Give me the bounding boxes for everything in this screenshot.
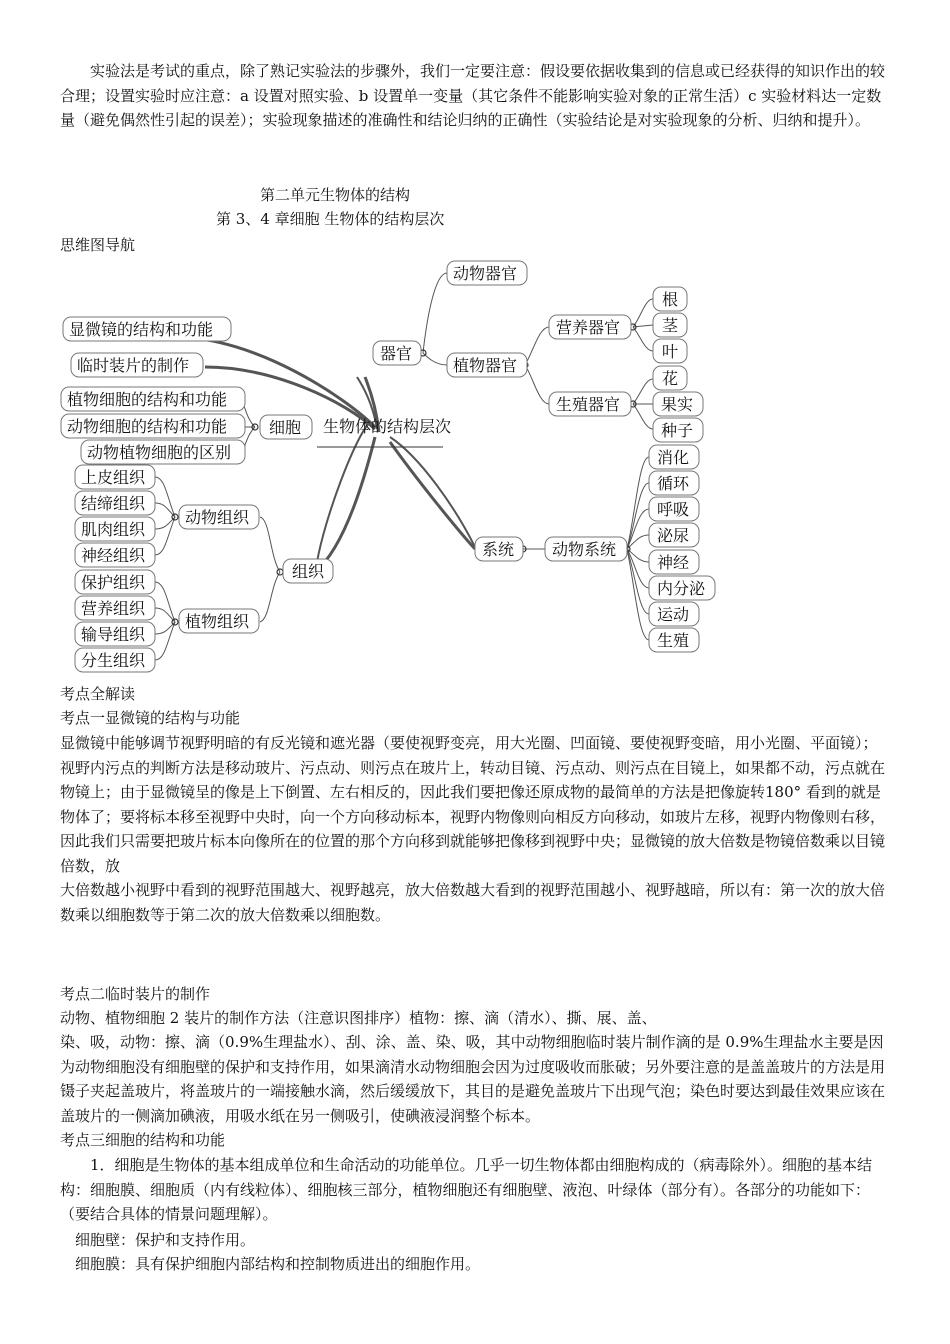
node-center [323, 417, 451, 436]
node-organ-text: 器官 [380, 344, 413, 363]
section-all: 考点全解读 [60, 685, 136, 703]
node-protective-text: 保护组织 [81, 573, 146, 592]
point1-body2: 大倍数越小视野中看到的视野范围越大、视野越亮，放大倍数越大看到的视野范围越小、视野越暗，所以有：第一次的放大倍数乘以细胞数等于第二次的放大倍数乘以细胞数。 [60, 881, 886, 924]
node-animal-tissue [179, 505, 259, 529]
mind-map [55, 257, 735, 677]
node-organ [373, 341, 421, 365]
point1-title: 考点一显微镜的结构与功能 [60, 709, 241, 727]
node-respiratory-text: 呼吸 [657, 500, 690, 519]
point2-line1: 动物、植物细胞 2 装片的制作方法（注意识图排序）植物：擦、滴（清水）、撕、展、盖、 [60, 1009, 657, 1027]
node-seed-text: 种子 [661, 421, 694, 440]
node-fruit [653, 392, 703, 416]
node-flower-text: 花 [662, 369, 679, 388]
node-conducting [75, 622, 155, 646]
node-urinary-text: 泌尿 [657, 526, 690, 545]
node-leaf [653, 339, 687, 363]
node-stem [653, 313, 687, 337]
node-muscle [75, 517, 155, 541]
node-plant-organ [447, 353, 527, 377]
point3-body: 1．细胞是生物体的基本组成单位和生命活动的功能单位。几乎一切生物体都由细胞构成的（病毒除外）。细胞的基本结构：细胞膜、细胞质（内有线粒体）、细胞核三部分，植物细胞还有细胞壁、液泡、叶绿体（部分有）。各部分的功能如下：（要结合具体的情景问题理解）。 [60, 1156, 873, 1223]
node-cell-diff-text: 动物植物细胞的区别 [87, 443, 232, 462]
node-nutritive-tissue [75, 596, 155, 620]
node-seed [653, 418, 703, 442]
node-plant-cell [61, 387, 245, 411]
node-motor-text: 运动 [657, 605, 690, 624]
point2-title: 考点二临时装片的制作 [60, 985, 211, 1003]
node-system-text: 系统 [482, 540, 515, 559]
node-plant-organ-text: 植物器官 [453, 356, 518, 375]
node-nutritive-organ [549, 315, 631, 339]
node-nutritive-organ-text: 营养器官 [556, 318, 621, 337]
node-plant-cell-text: 植物细胞的结构和功能 [67, 390, 228, 409]
node-epithelial-text: 上皮组织 [81, 468, 146, 487]
node-reproductive-organ [549, 392, 631, 416]
node-flower [653, 366, 687, 390]
node-nervous-text: 神经 [657, 553, 690, 572]
intro-paragraph: 实验法是考试的重点，除了熟记实验法的步骤外，我们一定要注意：假设要依据收集到的信息或已经获得的知识作出的较合理；设置实验时应注意：a 设置对照实验、b 设置单一变量（其它条件不能影响实验对象的正常生活）c 实验材料达一定数量（避免偶然性引起的误差）；实验现象描述的准确性和结论归纳的正确性（实验结论是对实验现象的分析、归纳和提升）。 [60, 62, 886, 129]
node-connective [75, 491, 155, 515]
node-animal-organ [447, 261, 527, 285]
node-animal-system-text: 动物系统 [552, 540, 617, 559]
cell-wall-line: 细胞壁：保护和支持作用。 [75, 1231, 256, 1249]
node-root [653, 287, 687, 311]
cell-membrane-line: 细胞膜：具有保护细胞内部结构和控制物质进出的细胞作用。 [75, 1255, 481, 1273]
node-nerve-tissue-text: 神经组织 [81, 546, 146, 565]
point1-body1: 显微镜中能够调节视野明暗的有反光镜和遮光器（要使视野变亮，用大光圈、凹面镜、要使视野变暗，用小光圈、平面镜）；视野内污点的判断方法是移动玻片、污点动、则污点在玻片上，转动目镜、污点动、则污点在目镜上，如果都不动，污点就在物镜上；由于显微镜呈的像是上下倒置、左右相反的，因此我们要把像还原成物的最简单的方法是把像旋转180° 看到的就是物体了；要将标本移至视野中央时，向一个方向移动标本，视野内物像则向相反方向移动，如玻片左移，视野内物像则右移，因此我们只需要把玻片标本向像所在的位置的那个方向移到就能够把像移到视野中央；显微镜的放大倍数是物镜倍数乘以目镜倍数，放 [60, 734, 886, 875]
node-connective-text: 结缔组织 [81, 494, 146, 513]
mindmap-label: 思维图导航 [60, 236, 136, 254]
mindmap-nodes [61, 261, 715, 672]
point3-title: 考点三细胞的结构和功能 [60, 1131, 226, 1149]
node-endocrine [649, 576, 715, 600]
node-animal-system [545, 537, 627, 561]
node-protective [75, 570, 155, 594]
node-conducting-text: 输导组织 [81, 625, 146, 644]
node-cell-text: 细胞 [269, 418, 302, 437]
node-cell [260, 415, 312, 439]
node-digestive [649, 445, 699, 469]
node-root-text: 根 [662, 290, 679, 309]
node-circulatory-text: 循环 [657, 474, 690, 493]
node-meristem-text: 分生组织 [81, 651, 146, 670]
node-animal-cell [61, 414, 245, 438]
node-animal-organ-text: 动物器官 [453, 264, 518, 283]
node-leaf-text: 叶 [662, 342, 679, 361]
node-respiratory [649, 497, 699, 521]
node-plant-tissue-text: 植物组织 [185, 612, 250, 631]
node-epithelial [75, 465, 155, 489]
node-reproductive-system [649, 628, 699, 652]
node-fruit-text: 果实 [661, 395, 694, 414]
node-digestive-text: 消化 [657, 448, 690, 467]
node-cell-diff [81, 440, 245, 464]
node-stem-text: 茎 [662, 316, 679, 335]
node-motor [649, 602, 699, 626]
node-system [475, 537, 523, 561]
node-nervous [649, 550, 699, 574]
point2-body: 染、吸，动物：擦、滴（0.9%生理盐水）、刮、涂、盖、染、吸，其中动物细胞临时装片制作滴的是 0.9%生理盐水主要是因为动物细胞没有细胞壁的保护和支持作用，如果滴清水动物细胞会因为过度吸收而胀破；另外要注意的是盖盖玻片的方法是用镊子夹起盖玻片，将盖玻片的一端接触水滴，然后缓缓放下，其目的是避免盖玻片下出现气泡；染色时要达到最佳效果应该在盖玻片的一侧滴加碘液，用吸水纸在另一侧吸引，使碘液浸润整个标本。 [60, 1033, 886, 1125]
node-plant-tissue [179, 609, 259, 633]
node-reproductive-system-text: 生殖 [657, 631, 690, 650]
node-microscope-text: 显微镜的结构和功能 [69, 320, 214, 339]
unit-title: 第二单元生物体的结构 [260, 186, 411, 204]
node-muscle-text: 肌肉组织 [81, 520, 146, 539]
node-tissue-text: 组织 [292, 562, 325, 581]
node-tissue [283, 559, 333, 583]
node-animal-cell-text: 动物细胞的结构和功能 [67, 417, 228, 436]
node-nerve-tissue [75, 543, 155, 567]
node-microscope [63, 317, 231, 341]
node-urinary [649, 523, 699, 547]
node-circulatory [649, 471, 699, 495]
node-nutritive-tissue-text: 营养组织 [81, 599, 146, 618]
chapter-title: 第 3、4 章细胞 生物体的结构层次 [216, 210, 445, 228]
node-center-text: 生物体的结构层次 [323, 417, 452, 436]
node-meristem [75, 648, 155, 672]
node-endocrine-text: 内分泌 [657, 579, 706, 598]
node-reproductive-organ-text: 生殖器官 [556, 395, 621, 414]
node-slide [71, 353, 203, 377]
node-animal-tissue-text: 动物组织 [185, 508, 250, 527]
node-slide-text: 临时装片的制作 [77, 356, 190, 375]
